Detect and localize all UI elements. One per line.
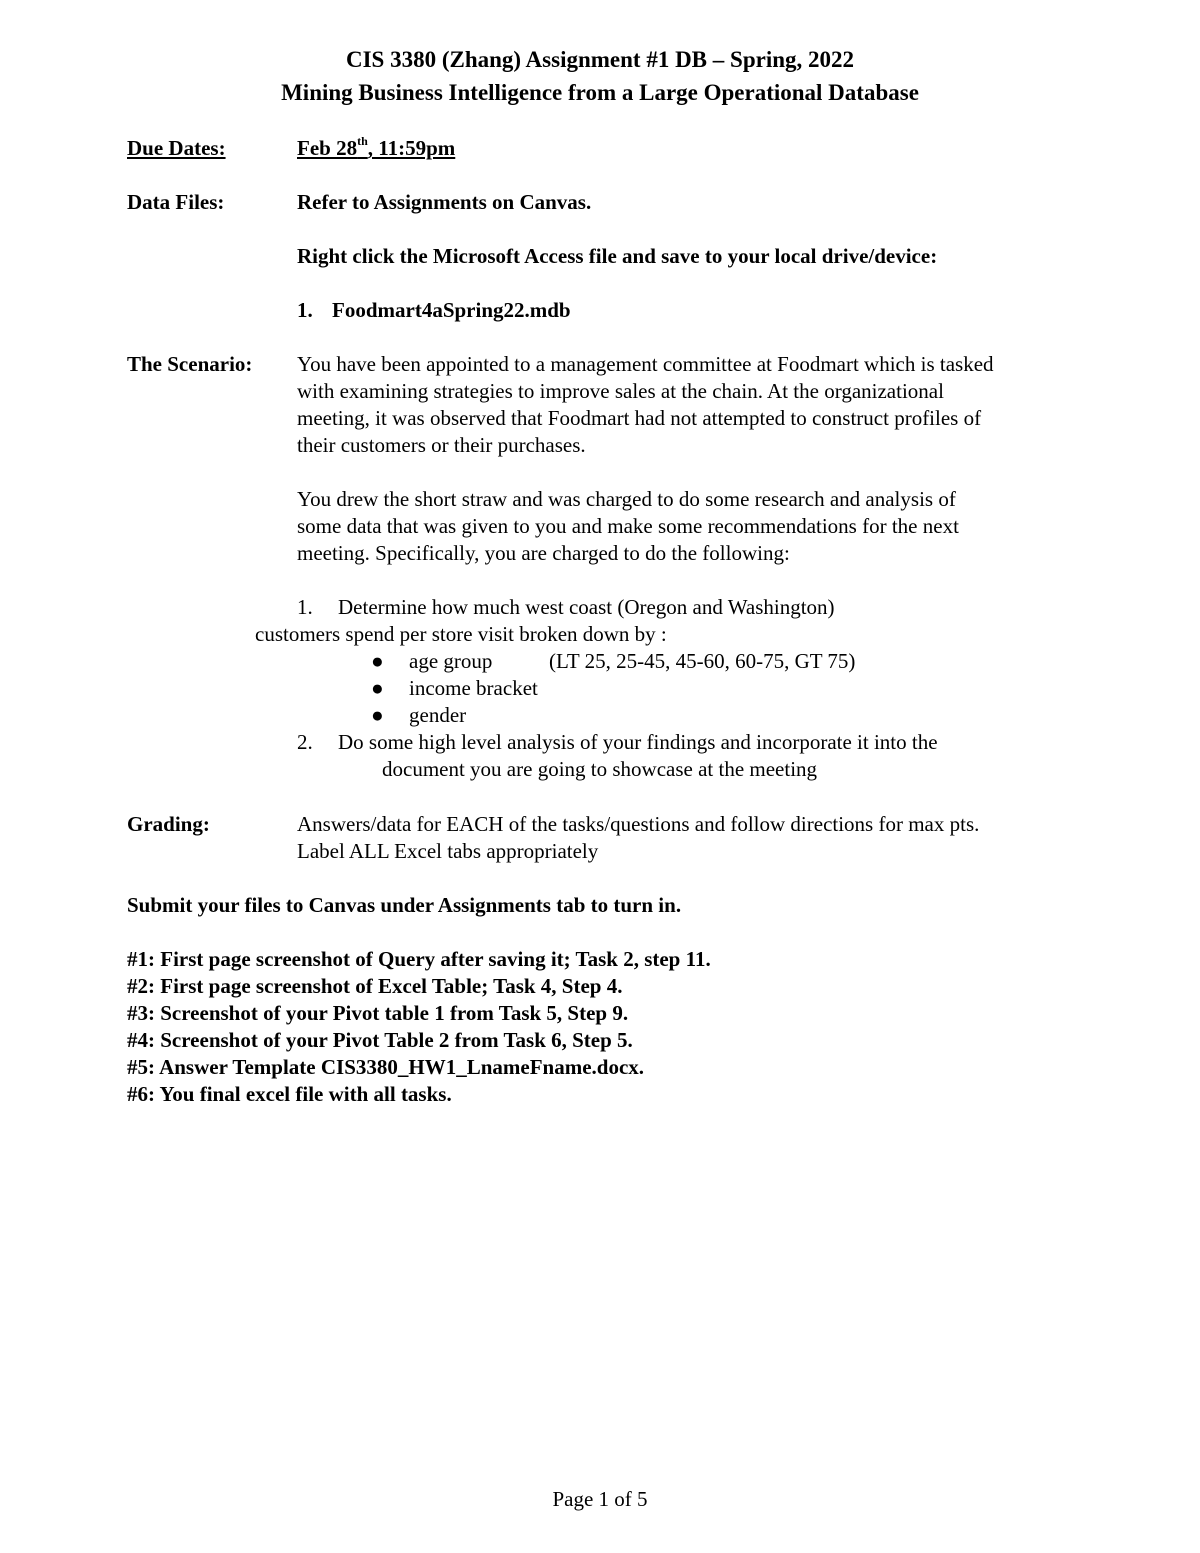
- due-dates-value: [297, 135, 455, 162]
- scenario-para2-line3: meeting. Specifically, you are charged to do the following:: [297, 541, 790, 565]
- bullet-age-group: age group: [409, 649, 493, 673]
- grading-line1: Answers/data for EACH of the tasks/questions and follow directions for max pts.: [297, 812, 980, 836]
- submit-item-6: #6: You final excel file with all tasks.: [127, 1082, 452, 1106]
- bullet-gender: gender: [409, 703, 467, 727]
- data-files-line1: Refer to Assignments on Canvas.: [297, 190, 592, 214]
- scenario-para1-line1: You have been appointed to a management committee at Foodmart which is tasked: [297, 352, 994, 376]
- bullet-income-bracket: income bracket: [409, 676, 538, 700]
- scenario-label: The Scenario:: [127, 352, 253, 376]
- data-file-item-name: Foodmart4aSpring22.mdb: [332, 298, 571, 322]
- due-date-day: Feb 28: [297, 136, 358, 160]
- submit-item-5: #5: Answer Template CIS3380_HW1_LnameFname.docx.: [127, 1055, 645, 1079]
- document-subtitle: Mining Business Intelligence from a Large Operational Database: [281, 80, 919, 105]
- data-files-label: Data Files:: [127, 190, 225, 214]
- bullet-age-group-detail: (LT 25, 25-45, 45-60, 60-75, GT 75): [549, 649, 856, 673]
- due-date-ordinal: th: [357, 134, 368, 148]
- due-dates-label: Due Dates:: [127, 136, 226, 160]
- due-date-time: , 11:59pm: [367, 136, 456, 160]
- task1-line2: customers spend per store visit broken down by :: [255, 622, 667, 646]
- data-files-line2: Right click the Microsoft Access file and save to your local drive/device:: [297, 244, 938, 268]
- submit-item-3: #3: Screenshot of your Pivot table 1 from Task 5, Step 9.: [127, 1001, 629, 1025]
- data-file-item-number: 1.: [297, 298, 313, 322]
- submit-heading: Submit your files to Canvas under Assignments tab to turn in.: [127, 893, 682, 917]
- scenario-para2-line2: some data that was given to you and make some recommendations for the next: [297, 514, 959, 538]
- scenario-para1-line4: their customers or their purchases.: [297, 433, 586, 457]
- submit-item-1: #1: First page screenshot of Query after saving it; Task 2, step 11.: [127, 947, 711, 971]
- task2-number: 2.: [297, 730, 313, 754]
- scenario-para1-line3: meeting, it was observed that Foodmart had not attempted to construct profiles of: [297, 406, 982, 430]
- scenario-para1-line2: with examining strategies to improve sales at the chain. At the organizational: [297, 379, 944, 403]
- submit-item-2: #2: First page screenshot of Excel Table; Task 4, Step 4.: [127, 974, 623, 998]
- task2-line1: Do some high level analysis of your findings and incorporate it into the: [338, 730, 938, 754]
- task1-line1: Determine how much west coast (Oregon and Washington): [338, 595, 835, 619]
- bullet-dot-icon: ●: [371, 649, 384, 673]
- task1-number: 1.: [297, 595, 313, 619]
- scenario-para2-line1: You drew the short straw and was charged to do some research and analysis of: [297, 487, 956, 511]
- submit-item-4: #4: Screenshot of your Pivot Table 2 from Task 6, Step 5.: [127, 1028, 633, 1052]
- grading-line2: Label ALL Excel tabs appropriately: [297, 839, 599, 863]
- document-title: CIS 3380 (Zhang) Assignment #1 DB – Spring, 2022: [345, 47, 854, 72]
- grading-label: Grading:: [127, 812, 210, 836]
- bullet-dot-icon: ●: [371, 703, 384, 727]
- page-number: Page 1 of 5: [552, 1487, 648, 1511]
- bullet-dot-icon: ●: [371, 676, 384, 700]
- task2-line2: document you are going to showcase at the meeting: [382, 757, 818, 781]
